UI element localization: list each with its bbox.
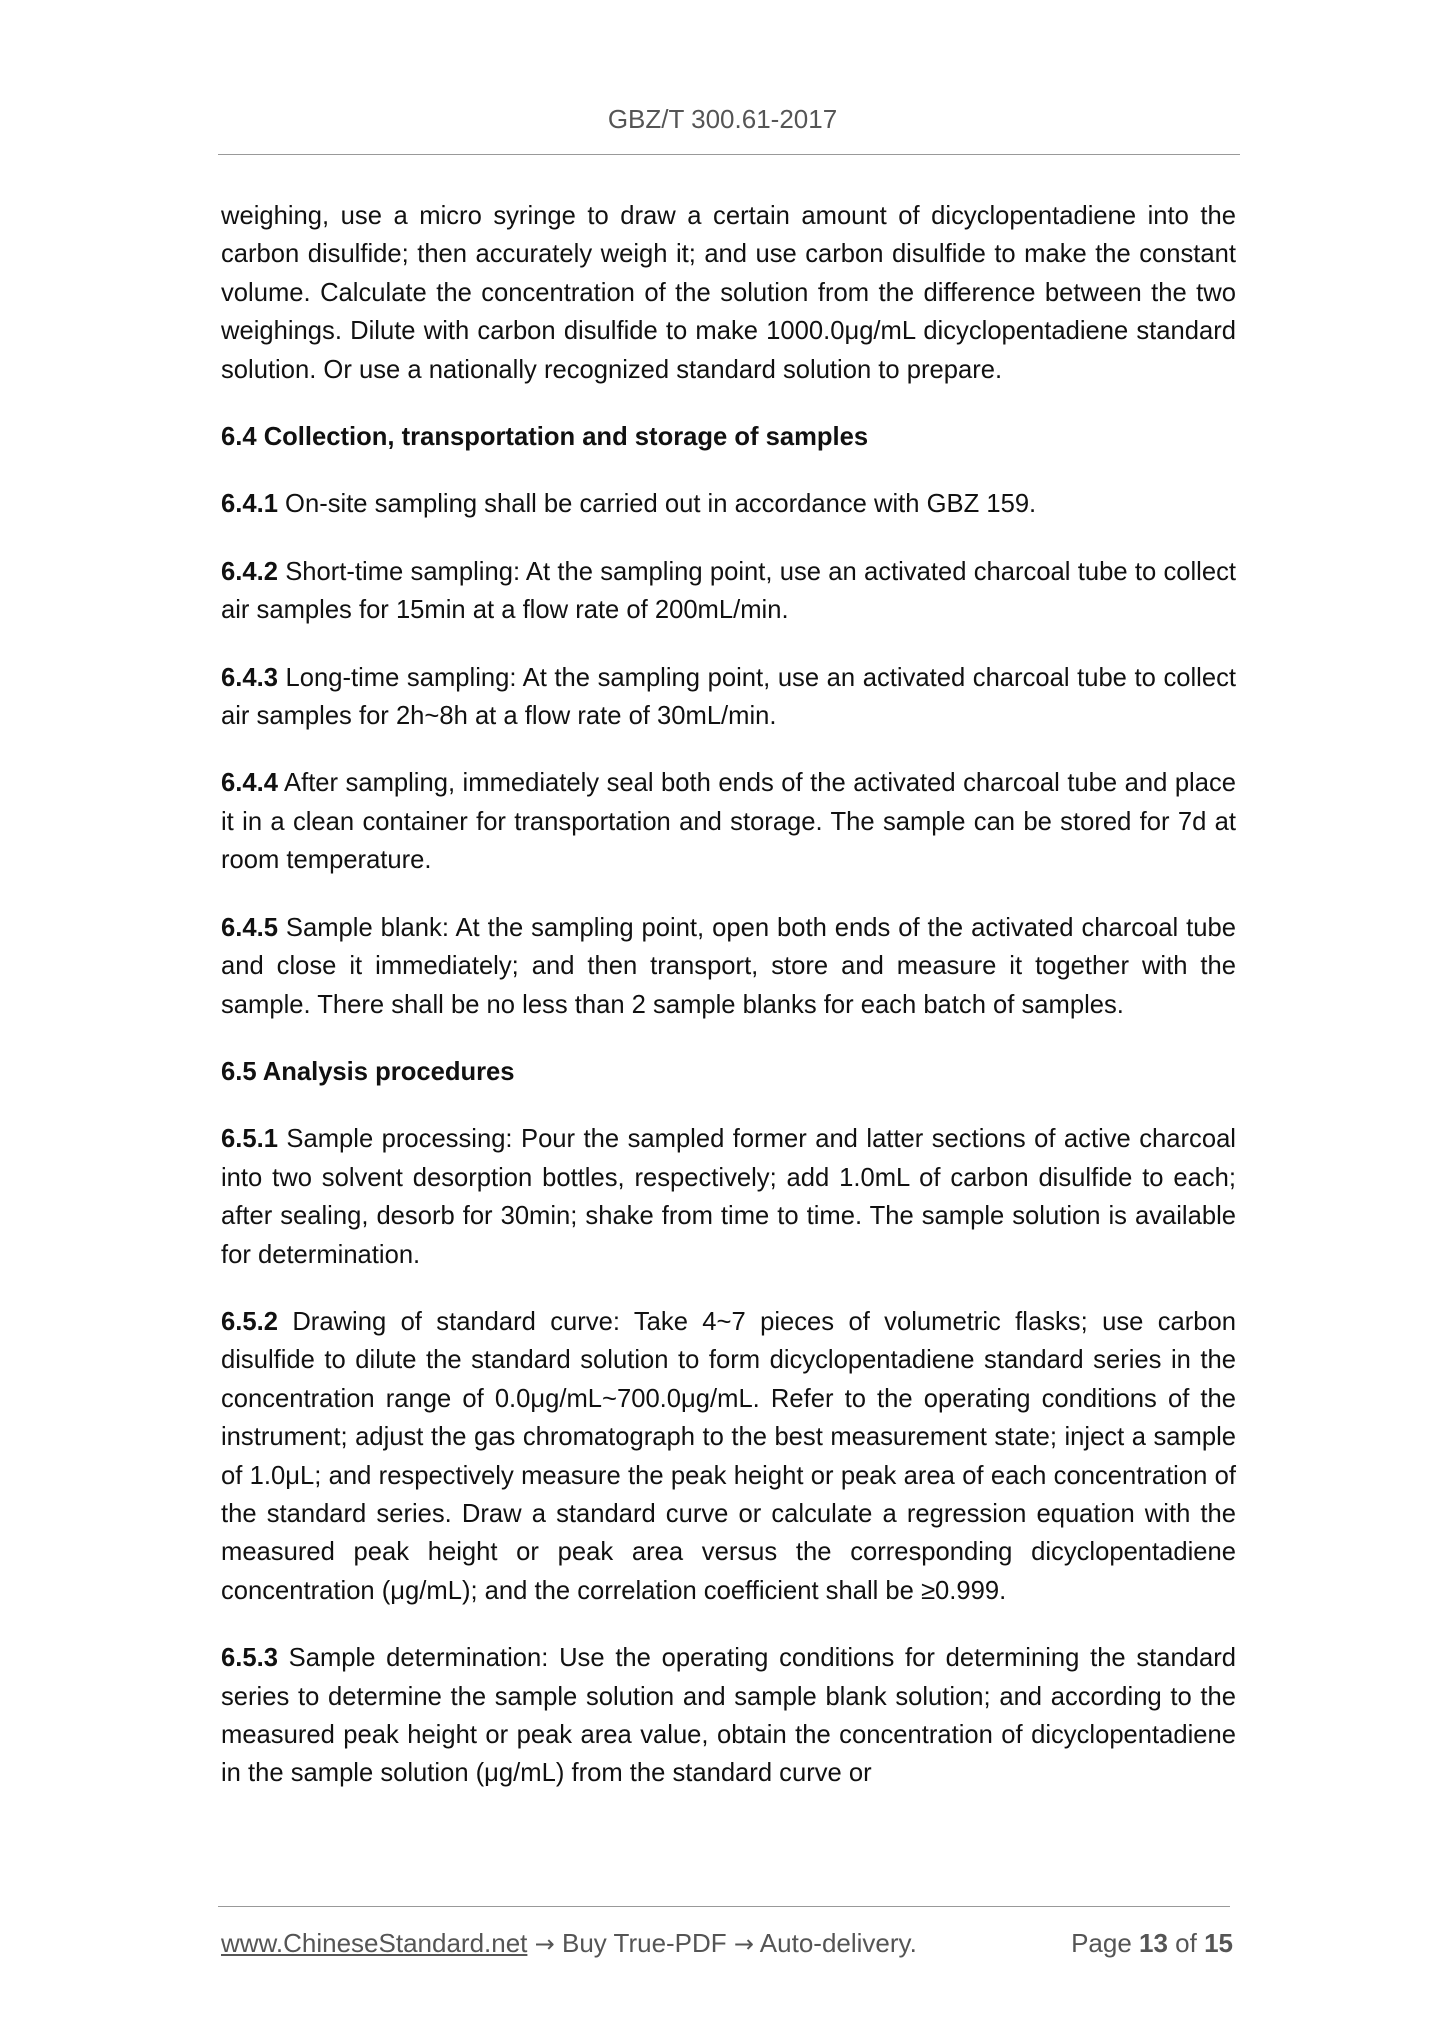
clause-number: 6.5.1 [221,1125,278,1154]
clause-text: Sample determination: Use the operating conditions for determining the standard series to determine the sample solution and sample blank solution; and according to the measured peak height or peak area value, obtain the concentration of dicyclopentadiene in the sample solution (μg/mL) from the standard curve or [221,1644,1236,1788]
clause-text: Sample processing: Pour the sampled former and latter sections of active charcoal into two solvent desorption bottles, respectively; add 1.0mL of carbon disulfide to each; after sealing, desorb for 30min; shake from time to time. The sample solution is available for determination. [221,1125,1236,1269]
clause-number: 6.4.1 [221,490,278,519]
of-label: of [1167,1928,1205,1958]
clause-number: 6.4.3 [221,663,278,692]
clause-text: On-site sampling shall be carried out in accordance with GBZ 159. [277,490,1037,519]
clause-6-4-3 [221,659,1236,736]
clause-text: Short-time sampling: At the sampling point, use an activated charcoal tube to collect air samples for 15min at a flow rate of 200mL/min. [221,557,1236,625]
header-divider [218,154,1240,155]
clause-number: 6.4.2 [221,557,278,586]
section-heading-6-5: 6.5 Analysis procedures [221,1057,515,1086]
footer-divider [218,1906,1230,1907]
footer-promo [221,1928,917,1959]
auto-delivery-text: Auto-delivery. [754,1928,917,1958]
clause-6-4-4 [221,764,1236,879]
clause-6-5-3 [221,1639,1236,1793]
page-label: Page [1071,1928,1140,1958]
website-link[interactable]: www.ChineseStandard.net [221,1928,528,1958]
section-heading-6-4: 6.4 Collection, transportation and storage of samples [221,423,869,452]
clause-6-4-1 [221,485,1236,523]
intro-paragraph: weighing, use a micro syringe to draw a certain amount of dicyclopentadiene into the carbon disulfide; then accurately weigh it; and use carbon disulfide to make the constant volume. Calculate the concentration of the solution from the difference between the two weighings. Dilute with carbon disulfide to make 1000.0μg/mL dicyclopentadiene standard solution. Or use a nationally recognized standard solution to prepare. [221,202,1236,384]
clause-number: 6.5.2 [221,1307,278,1336]
clause-text: Sample blank: At the sampling point, open both ends of the activated charcoal tube and close it immediately; and then transport, store and measure it together with the sample. There shall be no less than 2 sample blanks for each batch of samples. [221,913,1236,1019]
arrow-right-icon: → [733,1930,755,1958]
current-page: 13 [1139,1928,1168,1958]
buy-true-pdf-text: Buy True-PDF [554,1928,734,1958]
clause-text: Long-time sampling: At the sampling point, use an activated charcoal tube to collect air samples for 2h~8h at a flow rate of 30mL/min. [221,663,1236,731]
arrow-right-icon: → [534,1930,555,1958]
clause-text: After sampling, immediately seal both ends of the activated charcoal tube and place it in a clean container for transportation and storage. The sample can be stored for 7d at room temperature. [221,769,1236,875]
clause-number: 6.5.3 [221,1644,278,1673]
clause-number: 6.4.5 [221,913,278,942]
total-pages: 15 [1204,1928,1233,1958]
document-code-header: GBZ/T 300.61-2017 [607,104,838,134]
page-footer [221,1928,1233,1968]
clause-6-5-2 [221,1303,1236,1610]
clause-6-5-1 [221,1120,1236,1274]
clause-6-4-5 [221,909,1236,1024]
page-number [1071,1928,1233,1959]
clause-6-4-2 [221,553,1236,630]
clause-text: Drawing of standard curve: Take 4~7 pieces of volumetric flasks; use carbon disulfide to dilute the standard solution to form dicyclopentadiene standard series in the concentration range of 0.0μg/mL~700.0μg/mL. Refer to the operating conditions of the instrument; adjust the gas chromatograph to the best measurement state; inject a sample of 1.0μL; and respectively measure the peak height or peak area of each concentration of the standard series. Draw a standard curve or calculate a regression equation with the measured peak height or peak area versus the corresponding dicyclopentadiene concentration (μg/mL); and the correlation coefficient shall be ≥0.999. [221,1307,1236,1605]
page-body [221,197,1236,1822]
clause-number: 6.4.4 [221,769,278,798]
